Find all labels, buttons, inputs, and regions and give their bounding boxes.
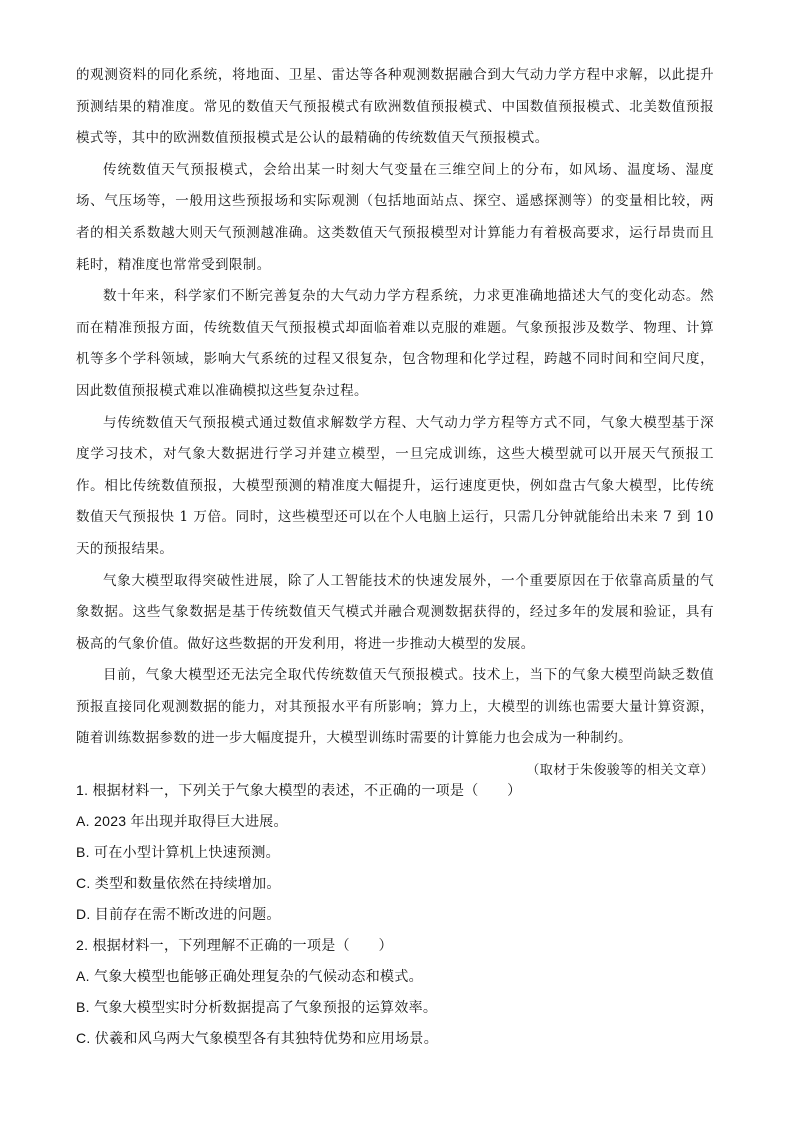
question-1-option-c: C. 类型和数量依然在持续增加。 — [76, 875, 281, 891]
question-1-option-d: D. 目前存在需不断改进的问题。 — [76, 906, 281, 922]
question-1-option-a: A. 2023 年出现并取得巨大进展。 — [76, 813, 288, 829]
passage-paragraph-2: 传统数值天气预报模式，会给出某一时刻大气变量在三维空间上的分布，如风场、温度场、湿度场、气压场等，一般用这些预报场和实际观测（包括地面站点、探空、遥感探测等）的变量相比较，两者的相关系数越大则天气预测越准确。这类数值天气预报模型对计算能力有着极高要求，运行昂贵而且耗时，精准度也常常受到限制。 — [76, 161, 714, 273]
question-1 — [76, 775, 714, 930]
passage-paragraph-5: 气象大模型取得突破性进展，除了人工智能技术的快速发展外，一个重要原因在于依靠高质量的气象数据。这些气象数据是基于传统数值天气模式并融合观测数据获得的，经过多年的发展和验证，具有极高的气象价值。做好这些数据的开发利用，将进一步推动大模型的发展。 — [76, 572, 714, 652]
question-2-option-b: B. 气象大模型实时分析数据提高了气象预报的运算效率。 — [76, 999, 438, 1015]
passage-paragraph-4: 与传统数值天气预报模式通过数值求解数学方程、大气动力学方程等方式不同，气象大模型基于深度学习技术，对气象大数据进行学习并建立模型，一旦完成训练，这些大模型就可以开展天气预报工作。相比传统数值预报，大模型预测的精准度大幅提升，运行速度更快，例如盘古气象大模型，比传统数值天气预报快 1 万倍。同时，这些模型还可以在个人电脑上运行，只需几分钟就能给出未来 7 到 10 天的预报结果。 — [76, 414, 714, 557]
question-1-option-b: B. 可在小型计算机上快速预测。 — [76, 844, 280, 860]
passage-paragraph-3: 数十年来，科学家们不断完善复杂的大气动力学方程系统，力求更准确地描述大气的变化动态。然而在精准预报方面，传统数值天气预报模式却面临着难以克服的难题。气象预报涉及数学、物理、计算机等多个学科领域，影响大气系统的过程又很复杂，包含物理和化学过程，跨越不同时间和空间尺度，因此数值预报模式难以准确模拟这些复杂过程。 — [76, 288, 714, 399]
question-list — [76, 775, 714, 1054]
question-2-stem: 2. 根据材料一，下列理解不正确的一项是（ ） — [76, 937, 393, 953]
reading-passage — [76, 60, 714, 787]
passage-paragraph-6: 目前，气象大模型还无法完全取代传统数值天气预报模式。技术上，当下的气象大模型尚缺乏数值预报直接同化观测数据的能力，对其预报水平有所影响；算力上，大模型的训练也需要大量计算资源，随着训练数据参数的进一步大幅度提升，大模型训练时需要的计算能力也会成为一种制约。 — [76, 667, 714, 747]
question-2-option-a: A. 气象大模型也能够正确处理复杂的气候动态和模式。 — [76, 968, 423, 984]
question-2 — [76, 930, 714, 1054]
question-2-option-c: C. 伏羲和风乌两大气象模型各有其独特优势和应用场景。 — [76, 1030, 438, 1046]
passage-paragraph-1: 的观测资料的同化系统，将地面、卫星、雷达等各种观测数据融合到大气动力学方程中求解，以此提升预测结果的精准度。常见的数值天气预报模式有欧洲数值预报模式、中国数值预报模式、北美数值预报模式等，其中的欧洲数值预报模式是公认的最精确的传统数值天气预报模式。 — [76, 67, 714, 147]
passage-source: （取材于朱俊骏等的相关文章） — [526, 763, 714, 779]
question-1-stem: 1. 根据材料一，下列关于气象大模型的表述，不正确的一项是（ ） — [76, 782, 522, 798]
